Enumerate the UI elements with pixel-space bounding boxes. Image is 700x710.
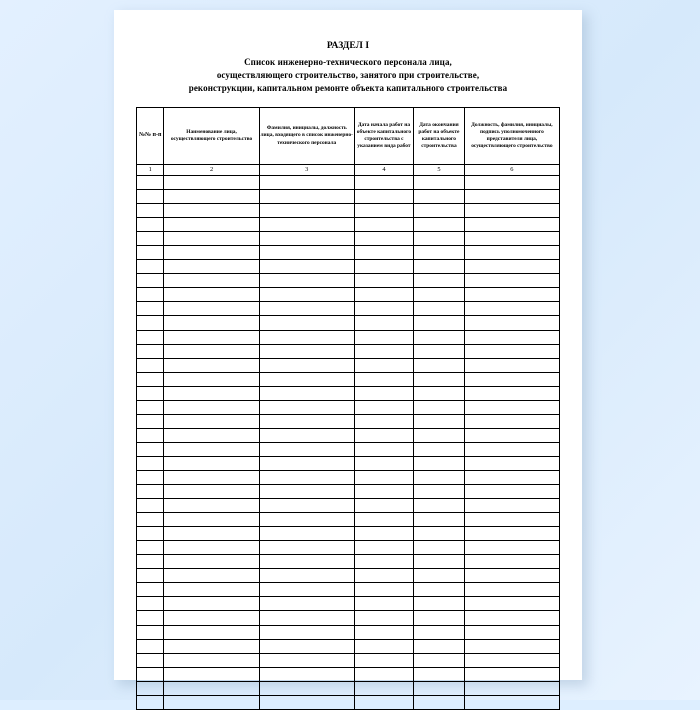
table-cell[interactable] xyxy=(137,274,164,288)
table-cell[interactable] xyxy=(464,653,559,667)
table-cell[interactable] xyxy=(259,569,354,583)
table-cell[interactable] xyxy=(354,456,413,470)
table-cell[interactable] xyxy=(137,358,164,372)
table-cell[interactable] xyxy=(464,372,559,386)
table-cell[interactable] xyxy=(259,597,354,611)
table-row[interactable] xyxy=(137,358,560,372)
table-cell[interactable] xyxy=(414,653,465,667)
table-cell[interactable] xyxy=(464,639,559,653)
table-cell[interactable] xyxy=(259,625,354,639)
title-line-4: реконструкции, капитальном ремонте объекта капитального строительства xyxy=(188,83,508,93)
table-row[interactable] xyxy=(137,583,560,597)
table-cell[interactable] xyxy=(414,386,465,400)
table-cell[interactable] xyxy=(164,569,259,583)
table-row[interactable] xyxy=(137,569,560,583)
table-cell[interactable] xyxy=(414,400,465,414)
table-header xyxy=(137,108,560,176)
table-cell[interactable] xyxy=(137,232,164,246)
table-cell[interactable] xyxy=(259,695,354,709)
table-cell[interactable] xyxy=(354,485,413,499)
table-cell[interactable] xyxy=(164,302,259,316)
table-cell[interactable] xyxy=(137,597,164,611)
table-cell[interactable] xyxy=(354,260,413,274)
table-cell[interactable] xyxy=(354,639,413,653)
table-cell[interactable] xyxy=(137,400,164,414)
table-cell[interactable] xyxy=(137,372,164,386)
table-cell[interactable] xyxy=(137,344,164,358)
table-cell[interactable] xyxy=(464,190,559,204)
table-cell[interactable] xyxy=(354,695,413,709)
table-row[interactable] xyxy=(137,695,560,709)
table-cell[interactable] xyxy=(137,555,164,569)
table-row[interactable] xyxy=(137,274,560,288)
table-cell[interactable] xyxy=(354,499,413,513)
table-cell[interactable] xyxy=(164,456,259,470)
table-cell[interactable] xyxy=(414,302,465,316)
table-cell[interactable] xyxy=(414,190,465,204)
table-cell[interactable] xyxy=(164,204,259,218)
table-cell[interactable] xyxy=(464,204,559,218)
table-cell[interactable] xyxy=(164,470,259,484)
table-cell[interactable] xyxy=(259,400,354,414)
table-cell[interactable] xyxy=(464,681,559,695)
title-line-3: осуществляющего строительство, занятого при строительстве, xyxy=(216,70,480,80)
table-cell[interactable] xyxy=(137,653,164,667)
table-cell[interactable] xyxy=(414,639,465,653)
table-cell[interactable] xyxy=(164,541,259,555)
table-cell[interactable] xyxy=(164,639,259,653)
table-row[interactable] xyxy=(137,386,560,400)
table-cell[interactable] xyxy=(464,485,559,499)
table-cell[interactable] xyxy=(354,302,413,316)
table-cell[interactable] xyxy=(464,316,559,330)
table-cell[interactable] xyxy=(137,288,164,302)
table-row[interactable] xyxy=(137,653,560,667)
table-cell[interactable] xyxy=(164,358,259,372)
personnel-table xyxy=(136,107,560,710)
table-cell[interactable] xyxy=(164,190,259,204)
table-cell[interactable] xyxy=(259,667,354,681)
table-row[interactable] xyxy=(137,428,560,442)
table-cell[interactable] xyxy=(414,513,465,527)
table-cell[interactable] xyxy=(259,274,354,288)
table-cell[interactable] xyxy=(164,611,259,625)
table-row[interactable] xyxy=(137,639,560,653)
table-cell[interactable] xyxy=(259,218,354,232)
table-cell[interactable] xyxy=(137,625,164,639)
table-cell[interactable] xyxy=(259,442,354,456)
table-cell[interactable] xyxy=(137,316,164,330)
table-cell[interactable] xyxy=(414,667,465,681)
table-cell[interactable] xyxy=(354,681,413,695)
table-cell[interactable] xyxy=(354,583,413,597)
table-cell[interactable] xyxy=(464,611,559,625)
table-row[interactable] xyxy=(137,246,560,260)
table-cell[interactable] xyxy=(414,442,465,456)
table-cell[interactable] xyxy=(164,527,259,541)
table-cell[interactable] xyxy=(414,288,465,302)
table-cell[interactable] xyxy=(464,499,559,513)
table-cell[interactable] xyxy=(137,499,164,513)
table-cell[interactable] xyxy=(259,499,354,513)
table-cell[interactable] xyxy=(164,499,259,513)
table-cell[interactable] xyxy=(464,513,559,527)
table-cell[interactable] xyxy=(164,555,259,569)
table-cell[interactable] xyxy=(259,330,354,344)
table-cell[interactable] xyxy=(259,386,354,400)
document-page xyxy=(114,10,582,680)
table-cell[interactable] xyxy=(259,260,354,274)
table-cell[interactable] xyxy=(259,555,354,569)
table-cell[interactable] xyxy=(354,625,413,639)
table-cell[interactable] xyxy=(137,611,164,625)
table-cell[interactable] xyxy=(137,456,164,470)
table-cell[interactable] xyxy=(354,288,413,302)
table-cell[interactable] xyxy=(464,400,559,414)
table-cell[interactable] xyxy=(354,597,413,611)
table-cell[interactable] xyxy=(137,513,164,527)
table-cell[interactable] xyxy=(259,176,354,190)
table-row[interactable] xyxy=(137,499,560,513)
table-cell[interactable] xyxy=(414,204,465,218)
column-number-1: 1 xyxy=(137,165,164,176)
table-cell[interactable] xyxy=(354,569,413,583)
table-cell[interactable] xyxy=(464,246,559,260)
table-cell[interactable] xyxy=(464,597,559,611)
table-row[interactable] xyxy=(137,176,560,190)
table-row[interactable] xyxy=(137,190,560,204)
table-cell[interactable] xyxy=(354,653,413,667)
table-cell[interactable] xyxy=(137,541,164,555)
table-cell[interactable] xyxy=(414,218,465,232)
table-cell[interactable] xyxy=(354,316,413,330)
table-row[interactable] xyxy=(137,625,560,639)
table-cell[interactable] xyxy=(164,218,259,232)
table-cell[interactable] xyxy=(164,442,259,456)
table-cell[interactable] xyxy=(464,330,559,344)
table-row[interactable] xyxy=(137,316,560,330)
table-cell[interactable] xyxy=(464,555,559,569)
table-cell[interactable] xyxy=(414,541,465,555)
table-cell[interactable] xyxy=(164,414,259,428)
table-row[interactable] xyxy=(137,597,560,611)
table-cell[interactable] xyxy=(464,358,559,372)
table-cell[interactable] xyxy=(414,695,465,709)
table-cell[interactable] xyxy=(259,414,354,428)
table-cell[interactable] xyxy=(354,386,413,400)
table-cell[interactable] xyxy=(137,414,164,428)
table-cell[interactable] xyxy=(164,681,259,695)
table-cell[interactable] xyxy=(414,569,465,583)
table-cell[interactable] xyxy=(464,260,559,274)
table-cell[interactable] xyxy=(259,681,354,695)
table-cell[interactable] xyxy=(259,653,354,667)
table-cell[interactable] xyxy=(354,611,413,625)
table-cell[interactable] xyxy=(354,176,413,190)
table-row[interactable] xyxy=(137,541,560,555)
table-cell[interactable] xyxy=(414,527,465,541)
table-cell[interactable] xyxy=(259,485,354,499)
table-row[interactable] xyxy=(137,681,560,695)
table-cell[interactable] xyxy=(354,372,413,386)
table-cell[interactable] xyxy=(464,456,559,470)
column-header-number: №№ п-п xyxy=(137,108,164,165)
table-row[interactable] xyxy=(137,527,560,541)
table-cell[interactable] xyxy=(164,330,259,344)
table-cell[interactable] xyxy=(164,400,259,414)
table-cell[interactable] xyxy=(164,583,259,597)
table-cell[interactable] xyxy=(414,583,465,597)
table-cell[interactable] xyxy=(259,541,354,555)
table-cell[interactable] xyxy=(164,485,259,499)
table-cell[interactable] xyxy=(464,569,559,583)
table-cell[interactable] xyxy=(354,218,413,232)
table-cell[interactable] xyxy=(464,288,559,302)
table-cell[interactable] xyxy=(259,372,354,386)
column-header-person: Фамилия, инициалы, должность лица, входящего в список инженерно-технического персонала xyxy=(259,108,354,165)
table-cell[interactable] xyxy=(414,625,465,639)
table-cell[interactable] xyxy=(354,541,413,555)
table-cell[interactable] xyxy=(414,597,465,611)
table-cell[interactable] xyxy=(259,288,354,302)
table-cell[interactable] xyxy=(137,639,164,653)
table-cell[interactable] xyxy=(137,527,164,541)
table-cell[interactable] xyxy=(414,316,465,330)
table-cell[interactable] xyxy=(164,246,259,260)
table-cell[interactable] xyxy=(137,246,164,260)
table-cell[interactable] xyxy=(164,513,259,527)
table-row[interactable] xyxy=(137,555,560,569)
table-cell[interactable] xyxy=(259,232,354,246)
table-cell[interactable] xyxy=(464,695,559,709)
table-cell[interactable] xyxy=(354,555,413,569)
table-row[interactable] xyxy=(137,372,560,386)
table-row[interactable] xyxy=(137,456,560,470)
table-cell[interactable] xyxy=(464,541,559,555)
table-cell[interactable] xyxy=(354,470,413,484)
table-cell[interactable] xyxy=(259,513,354,527)
table-cell[interactable] xyxy=(414,358,465,372)
table-cell[interactable] xyxy=(137,667,164,681)
table-cell[interactable] xyxy=(354,667,413,681)
table-cell[interactable] xyxy=(464,232,559,246)
table-cell[interactable] xyxy=(164,653,259,667)
table-cell[interactable] xyxy=(414,274,465,288)
table-cell[interactable] xyxy=(354,344,413,358)
table-cell[interactable] xyxy=(164,274,259,288)
column-header-end-date: Дата окончания работ на объекте капитального строительства xyxy=(414,108,465,165)
table-cell[interactable] xyxy=(164,344,259,358)
table-cell[interactable] xyxy=(354,330,413,344)
table-cell[interactable] xyxy=(464,218,559,232)
table-cell[interactable] xyxy=(137,330,164,344)
table-cell[interactable] xyxy=(137,260,164,274)
table-cell[interactable] xyxy=(137,428,164,442)
table-cell[interactable] xyxy=(259,302,354,316)
table-cell[interactable] xyxy=(259,358,354,372)
column-header-organization: Наименование лица, осуществляющего строительство xyxy=(164,108,259,165)
table-cell[interactable] xyxy=(164,386,259,400)
table-cell[interactable] xyxy=(414,555,465,569)
table-cell[interactable] xyxy=(259,456,354,470)
table-cell[interactable] xyxy=(259,583,354,597)
table-cell[interactable] xyxy=(354,527,413,541)
table-cell[interactable] xyxy=(414,428,465,442)
table-cell[interactable] xyxy=(354,414,413,428)
table-cell[interactable] xyxy=(259,527,354,541)
table-cell[interactable] xyxy=(137,470,164,484)
table-cell[interactable] xyxy=(137,485,164,499)
table-cell[interactable] xyxy=(354,190,413,204)
table-cell[interactable] xyxy=(464,386,559,400)
table-cell[interactable] xyxy=(464,302,559,316)
table-header-row xyxy=(137,108,560,165)
table-cell[interactable] xyxy=(414,260,465,274)
title-line-1: РАЗДЕЛ I xyxy=(326,41,370,51)
table-cell[interactable] xyxy=(464,470,559,484)
table-cell[interactable] xyxy=(464,274,559,288)
table-cell[interactable] xyxy=(414,372,465,386)
table-cell[interactable] xyxy=(259,316,354,330)
table-cell[interactable] xyxy=(464,344,559,358)
table-row[interactable] xyxy=(137,218,560,232)
table-cell[interactable] xyxy=(414,456,465,470)
table-cell[interactable] xyxy=(164,667,259,681)
column-number-4: 4 xyxy=(354,165,413,176)
table-cell[interactable] xyxy=(464,176,559,190)
table-cell[interactable] xyxy=(414,176,465,190)
table-row[interactable] xyxy=(137,344,560,358)
table-cell[interactable] xyxy=(414,414,465,428)
table-cell[interactable] xyxy=(414,470,465,484)
table-cell[interactable] xyxy=(259,190,354,204)
table-cell[interactable] xyxy=(259,246,354,260)
table-row[interactable] xyxy=(137,302,560,316)
table-cell[interactable] xyxy=(137,695,164,709)
table-cell[interactable] xyxy=(259,639,354,653)
table-row[interactable] xyxy=(137,611,560,625)
table-row[interactable] xyxy=(137,485,560,499)
table-cell[interactable] xyxy=(164,288,259,302)
table-cell[interactable] xyxy=(259,470,354,484)
table-cell[interactable] xyxy=(354,246,413,260)
column-number-6: 6 xyxy=(464,165,559,176)
table-cell[interactable] xyxy=(259,611,354,625)
table-row[interactable] xyxy=(137,288,560,302)
table-cell[interactable] xyxy=(414,485,465,499)
table-cell[interactable] xyxy=(164,176,259,190)
table-cell[interactable] xyxy=(137,583,164,597)
table-row[interactable] xyxy=(137,330,560,344)
table-cell[interactable] xyxy=(464,625,559,639)
table-cell[interactable] xyxy=(137,190,164,204)
table-cell[interactable] xyxy=(354,232,413,246)
table-cell[interactable] xyxy=(137,681,164,695)
table-cell[interactable] xyxy=(164,232,259,246)
table-cell[interactable] xyxy=(464,527,559,541)
table-cell[interactable] xyxy=(354,358,413,372)
table-cell[interactable] xyxy=(137,302,164,316)
table-cell[interactable] xyxy=(354,442,413,456)
table-cell[interactable] xyxy=(137,442,164,456)
table-cell[interactable] xyxy=(414,330,465,344)
column-number-3: 3 xyxy=(259,165,354,176)
table-row[interactable] xyxy=(137,470,560,484)
table-cell[interactable] xyxy=(164,260,259,274)
table-row[interactable] xyxy=(137,232,560,246)
table-cell[interactable] xyxy=(137,176,164,190)
table-cell[interactable] xyxy=(137,386,164,400)
table-cell[interactable] xyxy=(354,400,413,414)
table-cell[interactable] xyxy=(414,611,465,625)
table-row[interactable] xyxy=(137,260,560,274)
table-cell[interactable] xyxy=(259,204,354,218)
column-number-5: 5 xyxy=(414,165,465,176)
table-cell[interactable] xyxy=(259,428,354,442)
table-cell[interactable] xyxy=(164,372,259,386)
table-cell[interactable] xyxy=(164,428,259,442)
table-cell[interactable] xyxy=(464,667,559,681)
table-row[interactable] xyxy=(137,414,560,428)
table-cell[interactable] xyxy=(137,204,164,218)
table-cell[interactable] xyxy=(354,428,413,442)
table-cell[interactable] xyxy=(259,344,354,358)
table-cell[interactable] xyxy=(354,513,413,527)
column-number-2: 2 xyxy=(164,165,259,176)
table-cell[interactable] xyxy=(164,625,259,639)
table-cell[interactable] xyxy=(414,681,465,695)
table-cell[interactable] xyxy=(464,583,559,597)
table-cell[interactable] xyxy=(354,204,413,218)
table-cell[interactable] xyxy=(414,232,465,246)
table-cell[interactable] xyxy=(414,344,465,358)
table-row[interactable] xyxy=(137,667,560,681)
table-row[interactable] xyxy=(137,204,560,218)
table-cell[interactable] xyxy=(464,428,559,442)
column-header-representative: Должность, фамилия, инициалы, подпись уполномоченного представителя лица, осуществляющего строительство xyxy=(464,108,559,165)
table-cell[interactable] xyxy=(414,246,465,260)
table-row[interactable] xyxy=(137,400,560,414)
title-line-2: Список инженерно-технического персонала лица, xyxy=(244,57,452,67)
table-cell[interactable] xyxy=(164,597,259,611)
table-body xyxy=(137,176,560,710)
table-row[interactable] xyxy=(137,513,560,527)
table-cell[interactable] xyxy=(464,442,559,456)
page-title xyxy=(136,40,560,95)
table-cell[interactable] xyxy=(164,695,259,709)
table-cell[interactable] xyxy=(354,274,413,288)
table-cell[interactable] xyxy=(137,218,164,232)
column-number-row xyxy=(137,165,560,176)
column-header-start-date: Дата начала работ на объекте капитального строительства с указанием вида работ xyxy=(354,108,413,165)
table-row[interactable] xyxy=(137,442,560,456)
table-cell[interactable] xyxy=(464,414,559,428)
table-cell[interactable] xyxy=(164,316,259,330)
table-cell[interactable] xyxy=(137,569,164,583)
table-cell[interactable] xyxy=(414,499,465,513)
